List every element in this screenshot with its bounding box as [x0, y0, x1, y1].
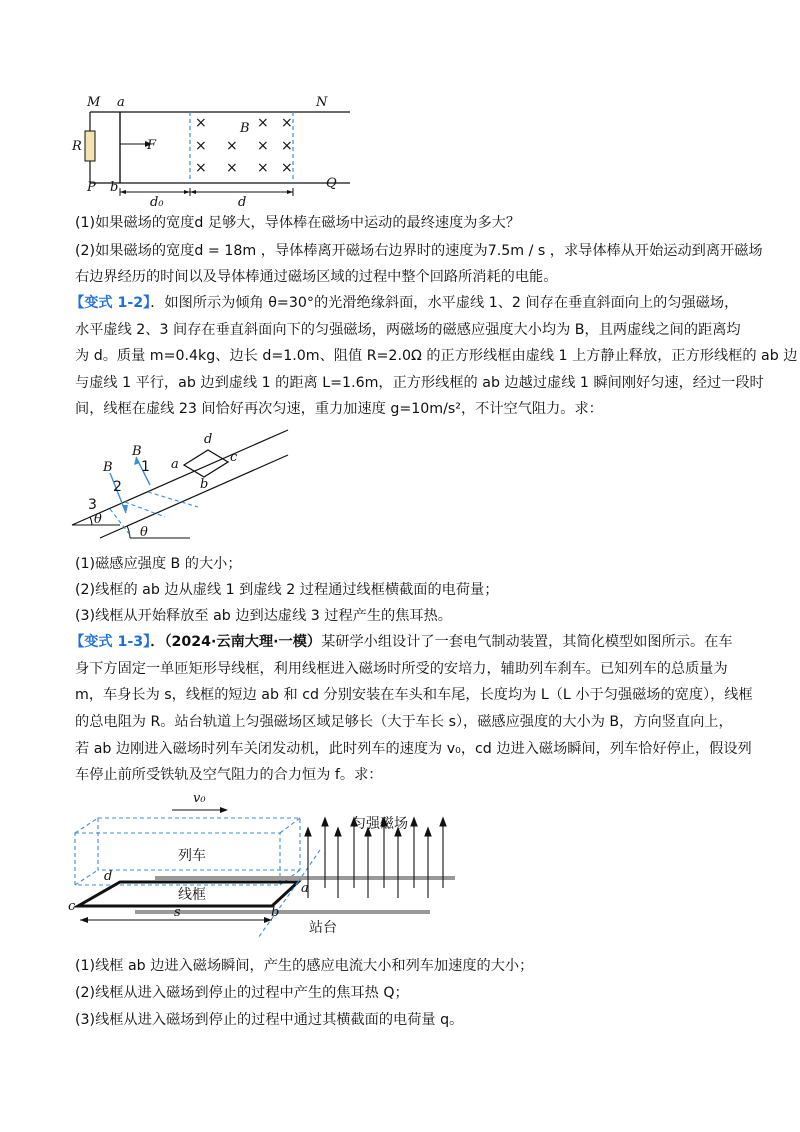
variant-1-3-q1: (1)线框 ab 边进入磁场瞬间，产生的感应电流大小和列车加速度的大小；: [75, 958, 534, 974]
label-a: a: [301, 881, 309, 896]
field-cross: ×: [281, 115, 293, 131]
q1-line-2: (2)如果磁场的宽度d = 18m ，导体棒离开磁场右边界时的速度为7.5m / s ，求导体棒从开始运动到离开磁场: [75, 243, 763, 259]
figure-rails-field: [60, 92, 360, 210]
label-b: b: [110, 180, 119, 195]
variant-1-2-line-4: 与虚线 1 平行，ab 边到虚线 1 的距离 L=1.6m，正方形线框的 ab 边越过虚线 1 瞬间刚好匀速，经过一段时: [75, 375, 764, 391]
variant-1-2-q2: (2)线框的 ab 边从虚线 1 到虚线 2 过程通过线框横截面的电荷量；: [75, 582, 499, 598]
label-d: d: [238, 195, 247, 210]
variant-tag: 【变式 1-3】: [70, 634, 151, 650]
field-cross: ×: [257, 115, 269, 131]
label-train: 列车: [178, 848, 206, 864]
variant-1-2-text: ．如图所示为倾角 θ=30°的光滑绝缘斜面，水平虚线 1、2 间存在垂直斜面向上的匀强磁场，: [150, 295, 739, 311]
label-line-3: 3: [88, 497, 97, 513]
field-cross: ×: [281, 138, 293, 154]
label-c: c: [68, 899, 76, 914]
variant-1-2-line-3: 为 d。质量 m=0.4kg、边长 d=1.0m、阻值 R=2.0Ω 的正方形线框由虚线 1 上方静止释放，正方形线框的 ab 边: [75, 348, 798, 364]
label-theta-1: θ: [94, 512, 102, 527]
variant-1-3-line-6: 车停止前所受铁轨及空气阻力的合力恒为 f。求：: [75, 767, 383, 783]
field-cross: ×: [281, 160, 293, 176]
variant-source: ．（2024·云南大理·一模）: [150, 634, 322, 650]
figure-incline: [70, 425, 290, 545]
label-line-2: 2: [113, 479, 122, 495]
variant-1-2-q3: (3)线框从开始释放至 ab 边到达虚线 3 过程产生的焦耳热。: [75, 608, 452, 624]
label-v0: v₀: [193, 791, 206, 806]
label-c: c: [230, 450, 238, 465]
label-P: P: [87, 180, 96, 195]
variant-1-3-q3: (3)线框从进入磁场到停止的过程中通过其横截面的电荷量 q。: [75, 1012, 464, 1028]
label-d: d: [204, 432, 213, 447]
variant-1-2-line-1: [70, 293, 738, 313]
field-cross: ×: [195, 138, 207, 154]
field-cross: ×: [195, 115, 207, 131]
figure-train-braking: [60, 788, 480, 938]
label-F: F: [147, 138, 157, 153]
variant-1-3-line-5: 若 ab 边刚进入磁场时列车关闭发动机，此时列车的速度为 v₀，cd 边进入磁场瞬间，列车恰好停止，假设列: [75, 741, 752, 757]
label-b: b: [200, 477, 209, 492]
label-B-lower: B: [103, 460, 113, 475]
label-d: d: [104, 869, 113, 884]
label-frame: 线框: [178, 887, 206, 903]
field-cross: ×: [226, 160, 238, 176]
label-Q: Q: [326, 176, 337, 191]
field-cross: ×: [226, 138, 238, 154]
variant-1-2-q1: (1)磁感应强度 B 的大小；: [75, 556, 242, 572]
label-d0: d₀: [150, 195, 164, 210]
label-b: b: [271, 905, 280, 920]
label-theta-2: θ: [140, 525, 148, 540]
variant-1-3-line-2: 身下方固定一单匝矩形导线框，利用线框进入磁场时所受的安培力，辅助列车刹车。已知列车的总质量为: [75, 661, 728, 677]
label-B: B: [240, 121, 250, 136]
label-R: R: [72, 139, 82, 154]
variant-1-3-line-4: 的总电阻为 R。站台轨道上匀强磁场区域足够长（大于车长 s），磁感应强度的大小为 B，方向竖直向上，: [75, 714, 733, 730]
field-cross: ×: [195, 160, 207, 176]
q1-line-1: (1)如果磁场的宽度d 足够大，导体棒在磁场中运动的最终速度为多大？: [75, 215, 521, 231]
field-cross: ×: [257, 138, 269, 154]
variant-1-2-line-2: 水平虚线 2、3 间存在垂直斜面向下的匀强磁场，两磁场的磁感应强度大小均为 B，且两虚线之间的距离均: [75, 322, 741, 338]
variant-1-3-line-1: [70, 632, 733, 652]
resistor: [85, 131, 95, 161]
label-s: s: [174, 905, 181, 920]
variant-1-3-line-3: m，车身长为 s，线框的短边 ab 和 cd 分别安装在车头和车尾，长度均为 L（L 小于匀强磁场的宽度），线框: [75, 687, 753, 703]
q1-line-3: 右边界经历的时间以及导体棒通过磁场区域的过程中整个回路所消耗的电能。: [75, 269, 558, 285]
label-B-upper: B: [132, 444, 142, 459]
label-platform: 站台: [309, 920, 337, 936]
label-a: a: [117, 95, 125, 110]
variant-tag: 【变式 1-2】: [70, 295, 151, 311]
variant-1-2-line-5: 间，线框在虚线 23 间恰好再次匀速，重力加速度 g=10m/s²，不计空气阻力。求：: [75, 401, 603, 417]
label-line-1: 1: [141, 459, 150, 475]
label-N: N: [316, 95, 328, 110]
variant-1-3-q2: (2)线框从进入磁场到停止的过程中产生的焦耳热 Q；: [75, 985, 409, 1001]
variant-1-3-text: 某研学小组设计了一套电气制动装置，其简化模型如图所示。在车: [321, 634, 733, 650]
label-M: M: [87, 95, 101, 110]
label-uniform-field: 匀强磁场: [352, 816, 408, 832]
label-a: a: [171, 457, 179, 472]
field-cross: ×: [257, 160, 269, 176]
